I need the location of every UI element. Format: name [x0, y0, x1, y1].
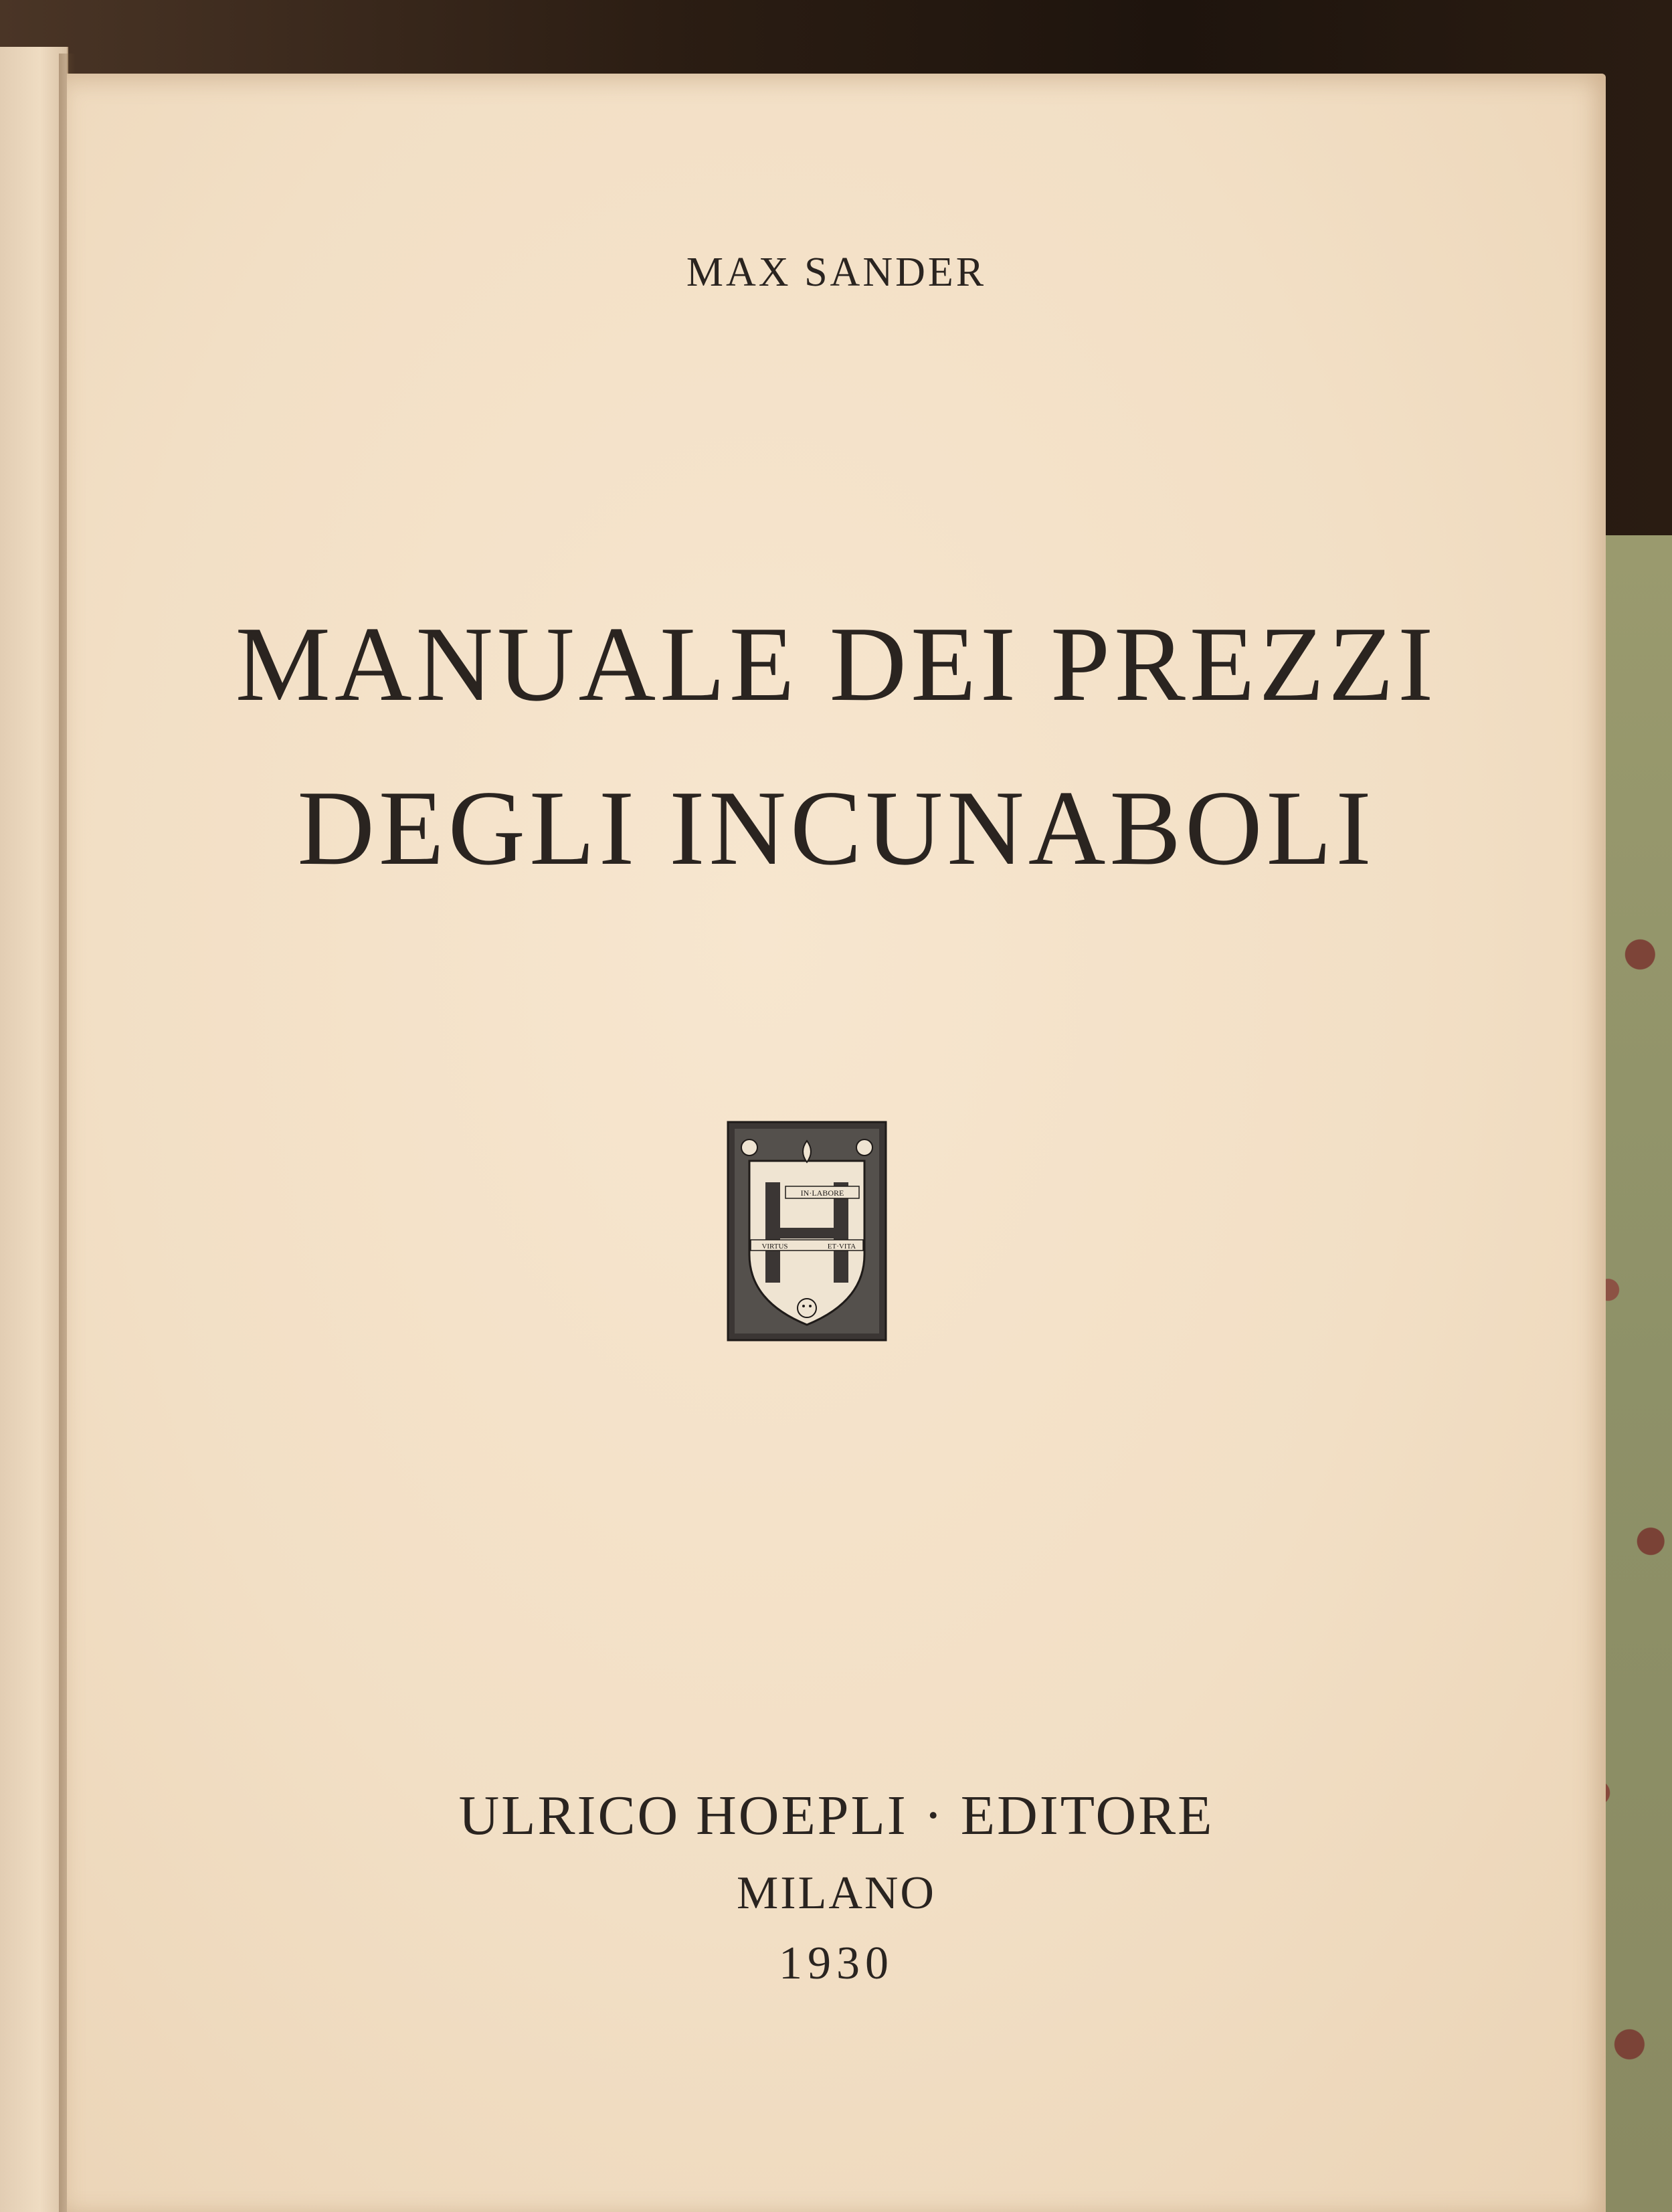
motto-left: VIRTUS — [761, 1242, 788, 1251]
title-page — [67, 74, 1606, 2212]
publication-year: 1930 — [779, 1938, 894, 1989]
left-page-edge — [0, 47, 68, 2212]
book-title-line-2: DEGLI INCUNABOLI — [297, 768, 1376, 887]
publisher-name: ULRICO HOEPLI · EDITORE — [458, 1784, 1214, 1847]
motto-top: IN·LABORE — [800, 1188, 844, 1198]
book-title-line-1: MANUALE DEI PREZZI — [235, 604, 1438, 723]
publication-city: MILANO — [737, 1867, 936, 1919]
publisher-device-icon — [727, 1121, 887, 1342]
motto-right: ET·VITA — [827, 1242, 856, 1251]
author-name: MAX SANDER — [686, 250, 987, 295]
